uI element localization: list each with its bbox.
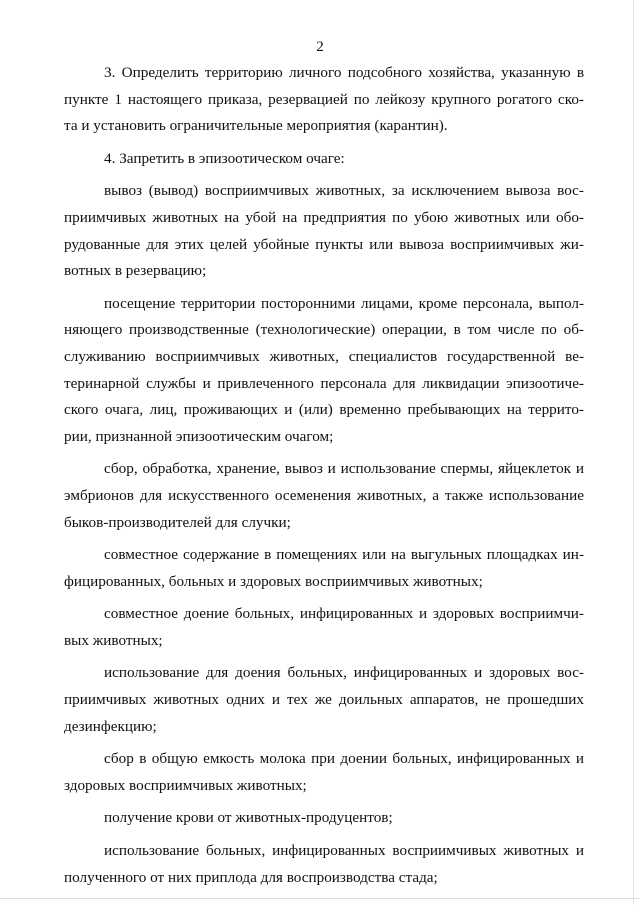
- text-line: вых животных;: [64, 631, 163, 649]
- text-line: быков-производителей для случки;: [64, 513, 291, 531]
- page-number: 2: [316, 39, 324, 55]
- paragraph: [64, 542, 584, 595]
- text-line: посещение территории посторонними лицами, кроме персонала, выпол-: [104, 294, 584, 312]
- text-line: 3. Определить территорию личного подсобного хозяйства, указанную в: [104, 64, 584, 81]
- paragraph: [64, 456, 584, 536]
- text-line: приимчивых животных на убой на предприятия по убою животных или обо-: [64, 208, 584, 226]
- text-line: служиванию восприимчивых животных, специалистов государственной ве-: [64, 347, 584, 365]
- text-line: получение крови от животных-продуцентов;: [104, 809, 393, 827]
- text-line: сбор, обработка, хранение, вывоз и использование спермы, яйцеклеток и: [104, 460, 584, 478]
- scan-bottom-artifact: [0, 898, 640, 899]
- text-line: здоровых восприимчивых животных;: [64, 776, 307, 794]
- paragraph: [64, 601, 584, 654]
- text-line: рудованные для этих целей убойные пункты или вывоза восприимчивых жи-: [64, 235, 584, 253]
- document-body: [64, 60, 584, 893]
- paragraph: [64, 838, 584, 891]
- text-line: ского очага, лиц, проживающих и (или) временно пребывающих на террито-: [64, 401, 584, 419]
- text-line: дезинфекцию;: [64, 717, 157, 735]
- text-line: приимчивых животных одних и тех же доильных аппаратов, не прошедших: [64, 691, 584, 709]
- text-line: 4. Запретить в эпизоотическом очаге:: [104, 149, 345, 167]
- text-line: использование для доения больных, инфицированных и здоровых вос-: [104, 664, 584, 682]
- paragraph: [64, 746, 584, 799]
- text-line: пункте 1 настоящего приказа, резервацией по лейкозу крупного рогатого ско-: [64, 90, 584, 108]
- text-line: няющего производственные (технологические) операции, в том числе по об-: [64, 321, 584, 339]
- paragraph: [64, 805, 584, 832]
- scan-edge-artifact: [633, 0, 634, 905]
- paragraph: [64, 660, 584, 740]
- text-line: полученного от них приплода для воспроизводства стада;: [64, 868, 438, 886]
- paragraph: [64, 291, 584, 451]
- text-line: рии, признанной эпизоотическим очагом;: [64, 427, 334, 445]
- paragraph: [64, 146, 584, 173]
- text-line: сбор в общую емкость молока при доении больных, инфицированных и: [104, 750, 584, 768]
- text-line: вывоз (вывод) восприимчивых животных, за исключением вывоза вос-: [104, 182, 584, 200]
- paragraph: [64, 178, 584, 284]
- text-line: эмбрионов для искусственного осеменения животных, а также использование: [64, 486, 584, 504]
- text-line: теринарной службы и привлеченного персонала для ликвидации эпизоотиче-: [64, 374, 584, 392]
- text-line: совместное содержание в помещениях или на выгульных площадках ин-: [104, 546, 584, 564]
- text-line: та и установить ограничительные мероприятия (карантин).: [64, 117, 448, 135]
- text-line: использование больных, инфицированных восприимчивых животных и: [104, 842, 584, 860]
- text-line: совместное доение больных, инфицированных и здоровых восприимчи-: [104, 605, 584, 623]
- text-line: фицированных, больных и здоровых восприимчивых животных;: [64, 572, 483, 590]
- paragraph: [64, 60, 584, 140]
- text-line: вотных в резервацию;: [64, 262, 207, 280]
